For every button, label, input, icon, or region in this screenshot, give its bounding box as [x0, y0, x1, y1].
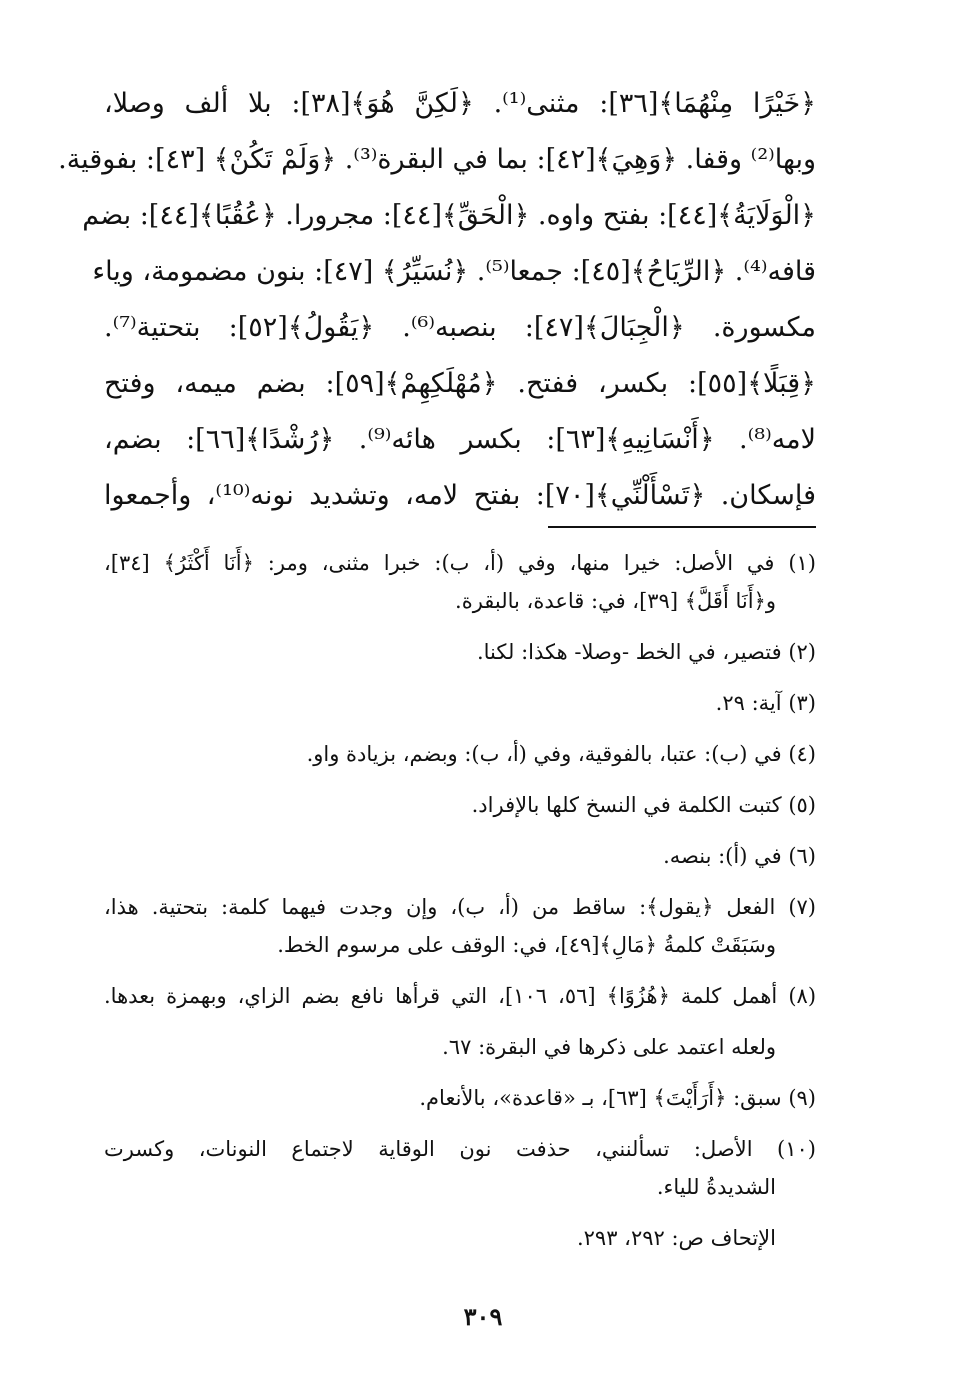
- footnote-number: (١): [788, 551, 816, 575]
- footnotes: [104, 544, 816, 1270]
- footnote-continuation: [104, 1219, 816, 1257]
- footnote-line: (٩) سبق: ﴿أَرَأَيْتَ﴾ [٦٣]، بـ «قاعدة»، بالأنعام.: [419, 1086, 816, 1110]
- footnote-line: وسَبَقَتْ كلمةُ ﴿مَالِ﴾[٤٩]، في: الوقف على مرسوم الخط.: [277, 933, 776, 957]
- footnote-number: (٦): [788, 844, 816, 868]
- text-line: فإسكان. ﴿تَسْأَلْنِّي﴾[٧٠]: بفتح لامه، وتشديد نونه⁽¹⁰⁾، وأجمعوا: [104, 480, 816, 511]
- footnote-line: (٣) آية: ٢٩.: [715, 691, 816, 715]
- footnote: [104, 786, 816, 824]
- footnote: [104, 977, 816, 1015]
- footnote-number: (٩): [788, 1086, 816, 1110]
- footnote-line: ولعله اعتمد على ذكرها في البقرة: ٦٧.: [442, 1035, 776, 1059]
- text-line: ﴿قِبَلًا﴾[٥٥]: بكسر، ففتح. ﴿مُهْلَكِهِمْ﴾[٥٩]: بضم ميمه، وفتح: [104, 368, 816, 399]
- footnote-number: (٢): [788, 640, 816, 664]
- text-line: وبها⁽²⁾ وقفا. ﴿وَهِيَ﴾[٤٢]: بما في البقرة⁽³⁾. ﴿وَلَمْ تَكُنْ﴾ [٤٣]: بفوقية.: [58, 144, 816, 175]
- text-line: ﴿خَيْرًا مِنْهُمَا﴾[٣٦]: مثنى⁽¹⁾. ﴿لَكِنَّ هُوَ﴾[٣٨]: بلا ألف وصلا،: [104, 88, 816, 119]
- text-line: لامه⁽⁸⁾. ﴿أَنْسَانِيهِ﴾[٦٣]: بكسر هائه⁽⁹⁾. ﴿رُشْدًا﴾[٦٦]: بضم،: [104, 424, 817, 455]
- footnote-line: (٧) الفعل ﴿يقول﴾: ساقط من (أ، ب)، وإن وجدت فيهما كلمة: بتحتية. هذا،: [104, 895, 816, 919]
- footnote-line: (١٠) الأصل: تسألنني، حذفت نون الوقاية لاجتماع النونات، وكسرت: [104, 1137, 816, 1161]
- footnote-number: (٧): [788, 895, 816, 919]
- footnote-line: (٤) في (ب): عتبا، بالفوقية، وفي (أ، ب): وبضم، بزيادة واو.: [306, 742, 816, 766]
- footnote-line: و﴿أَنَا أَقَلَّ﴾ [٣٩]، في: قاعدة، بالبقرة.: [455, 589, 776, 613]
- footnote: [104, 735, 816, 773]
- footnote: [104, 684, 816, 722]
- text-line: مكسورة. ﴿الْجِبَالَ﴾[٤٧]: بنصبه⁽⁶⁾. ﴿يَقُولُ﴾[٥٢]: بتحتية⁽⁷⁾.: [104, 312, 816, 343]
- main-text: [58, 76, 817, 524]
- footnote-line: الشديدةُ للياء.: [656, 1175, 776, 1199]
- footnote: [104, 837, 816, 875]
- footnote-line: (٢) فتصير، في الخط -وصلا- هكذا: لكنا.: [476, 640, 816, 664]
- footnote-continuation: [104, 1028, 816, 1066]
- footnote: [104, 1079, 816, 1117]
- footnote-number: (٥): [788, 793, 816, 817]
- text-line: ﴿الْوَلَايَةُ﴾[٤٤]: بفتح واوه. ﴿الْحَقِّ﴾[٤٤]: مجرورا. ﴿عُقُبًا﴾[٤٤]: بضم: [82, 200, 816, 231]
- footnote: [104, 544, 816, 620]
- footnote-number: (٨): [788, 984, 817, 1008]
- footnote: [104, 888, 816, 964]
- footnote: [104, 1130, 816, 1206]
- footnote-line: الإتحاف ص: ٢٩٢، ٢٩٣.: [576, 1226, 776, 1250]
- footnote-line: (١) في الأصل: خيرا منها، وفي (أ، ب): خبرا مثنى، ومر: ﴿أَنَا أَكْثَرُ﴾ [٣٤]،: [104, 551, 816, 575]
- footnote-number: (١٠): [777, 1137, 816, 1161]
- footnote-line: (٨) أهمل كلمة ﴿هُزُوًا﴾ [٥٦، ١٠٦]، التي قرأها نافع بضم الزاي، وبهمزة بعدها.: [104, 984, 817, 1008]
- footnote: [104, 633, 816, 671]
- footnote-number: (٤): [788, 742, 816, 766]
- footnote-line: (٦) في (أ): بنصه.: [663, 844, 816, 868]
- text-line: قافه⁽⁴⁾. ﴿الرِّيَاحُ﴾[٤٥]: جمعا⁽⁵⁾. ﴿نُسَيِّرُ﴾ [٤٧]: بنون مضمومة، وياء: [92, 256, 816, 287]
- footnote-line: (٥) كتبت الكلمة في النسخ كلها بالإفراد.: [471, 793, 816, 817]
- footnote-number: (٣): [788, 691, 816, 715]
- footnote-separator: [548, 526, 816, 528]
- page-number: ٣٠٩: [463, 1302, 503, 1331]
